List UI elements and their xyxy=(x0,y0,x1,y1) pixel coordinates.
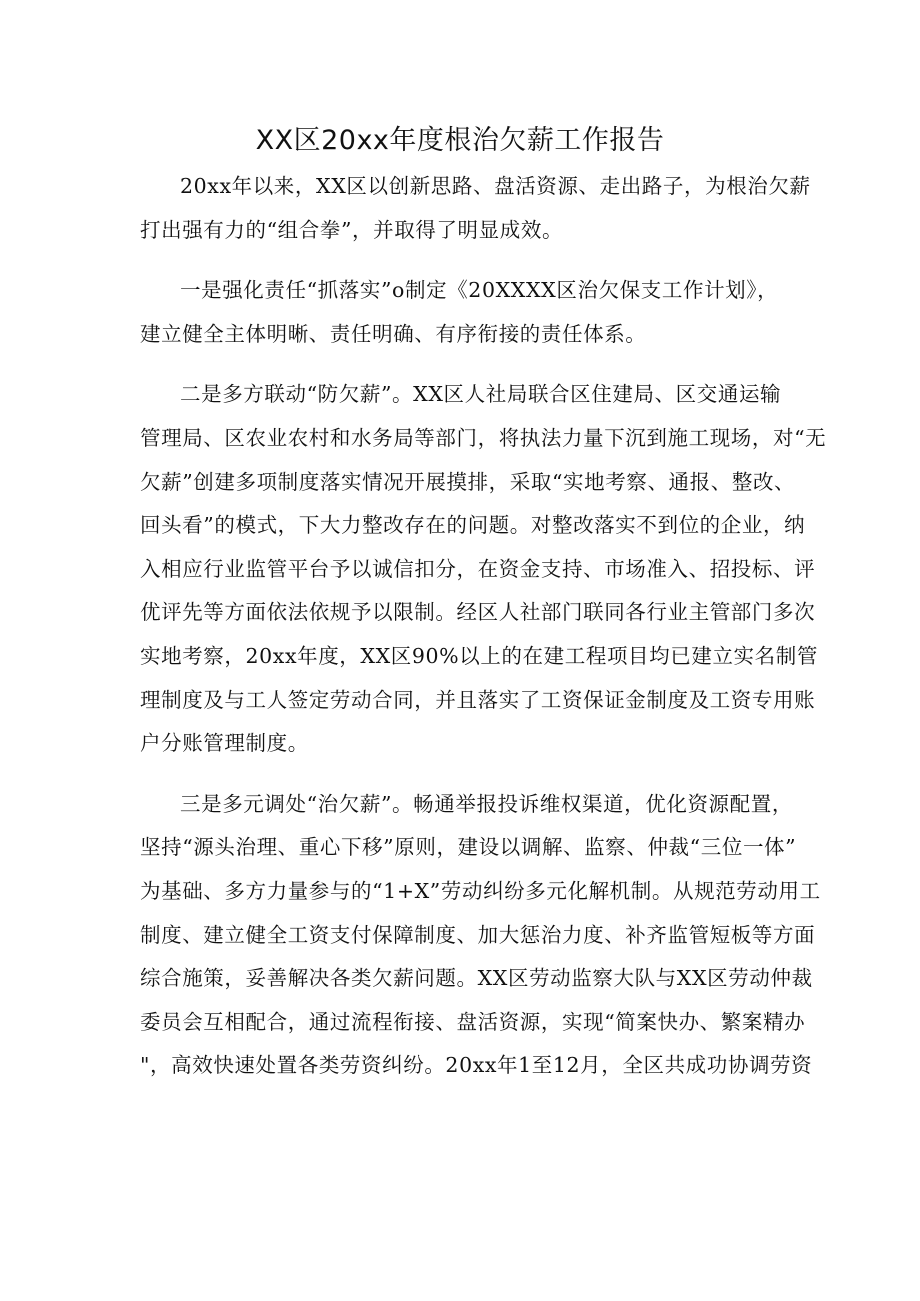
text-line: 优评先等方面依法依规予以限制。经区人社部门联同各行业主管部门多次 xyxy=(140,600,816,625)
paragraph-responsibility xyxy=(140,269,790,356)
text-line: 实地考察，20xx年度，XX区90%以上的在建工程项目均已建立实名制管 xyxy=(140,643,818,668)
document-title: XX区20xx年度根治欠薪工作报告 xyxy=(255,125,665,156)
text-line: 为基础、多方力量参与的“1+X”劳动纠纷多元化解机制。从规范劳动用工 xyxy=(140,878,821,903)
text-line: 20xx年以来，XX区以创新思路、盘活资源、走出路子，为根治欠薪 xyxy=(180,174,811,198)
text-line: 一是强化责任“抓落实”o制定《20XXXX区治欠保支工作计划》， xyxy=(180,278,779,303)
text-line: 打出强有力的“组合拳”，并取得了明显成效。 xyxy=(140,217,564,242)
text-line: 制度、建立健全工资支付保障制度、加大惩治力度、补齐监管短板等方面 xyxy=(140,922,816,947)
text-line: 建立健全主体明晰、责任明确、有序衔接的责任体系。 xyxy=(140,321,647,346)
text-line: 理制度及与工人签定劳动合同，并且落实了工资保证金制度及工资专用账 xyxy=(140,687,816,712)
paragraph-intro xyxy=(140,165,811,252)
paragraph-prevention xyxy=(140,373,827,765)
text-line: 户分账管理制度。 xyxy=(140,731,309,756)
text-line: 管理局、区农业农村和水务局等部门，将执法力量下沉到施工现场，对“无 xyxy=(140,425,827,450)
paragraph-resolution xyxy=(140,783,821,1088)
text-line: 坚持“源头治理、重心下移”原则，建设以调解、监察、仲裁“三位一体” xyxy=(140,835,797,860)
text-line: 入相应行业监管平台予以诚信扣分，在资金支持、市场准入、招投标、评 xyxy=(140,556,816,581)
text-line: 回头看”的模式，下大力整改存在的问题。对整改落实不到位的企业，纳 xyxy=(140,513,806,538)
document-body xyxy=(140,165,827,1105)
text-line: "，高效快速处置各类劳资纠纷。20xx年1至12月，全区共成功协调劳资 xyxy=(140,1053,813,1078)
text-line: 委员会互相配合，通过流程衔接、盘活资源，实现“简案快办、繁案精办 xyxy=(140,1009,806,1034)
text-line: 三是多元调处“治欠薪”。畅通举报投诉维权渠道，优化资源配置， xyxy=(180,791,793,816)
text-line: 二是多方联动“防欠薪”。XX区人社局联合区住建局、区交通运输 xyxy=(180,382,782,407)
text-line: 综合施策，妥善解决各类欠薪问题。XX区劳动监察大队与XX区劳动仲裁 xyxy=(140,966,813,991)
text-line: 欠薪”创建多项制度落实情况开展摸排，采取“实地考察、通报、整改、 xyxy=(140,469,796,494)
